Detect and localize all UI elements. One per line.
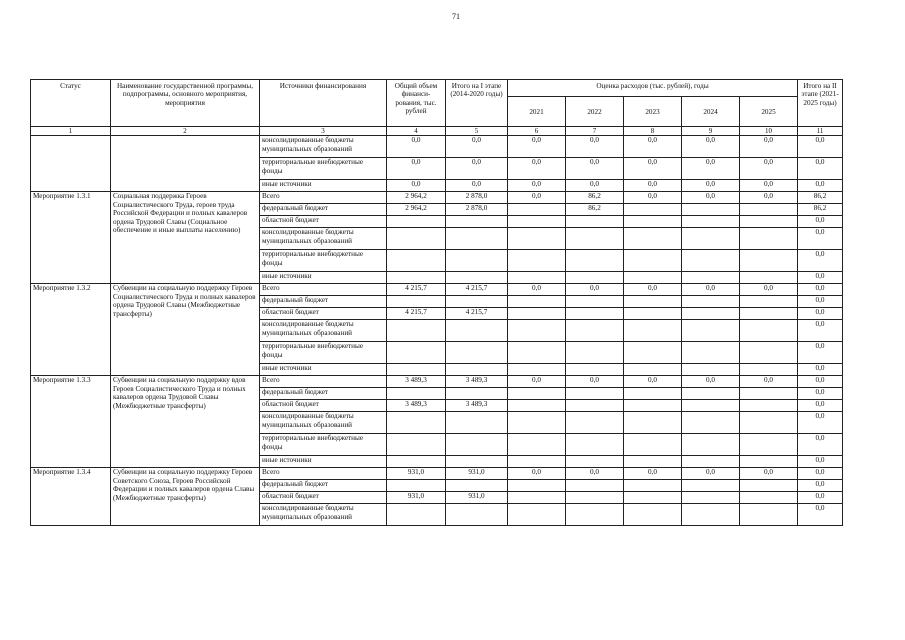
funding-source: иные источники <box>260 272 387 284</box>
value-cell: 0,0 <box>624 468 682 480</box>
value-cell <box>682 434 740 456</box>
header-name: Наименование государственной программы, подпрограммы, основного мероприятия, мероприятия <box>111 80 260 127</box>
value-cell <box>624 216 682 228</box>
value-cell <box>740 364 798 376</box>
value-cell <box>508 492 566 504</box>
funding-source: федеральный бюджет <box>260 204 387 216</box>
value-cell: 0,0 <box>624 192 682 204</box>
value-cell <box>566 388 624 400</box>
value-cell <box>624 204 682 216</box>
name-cell: Субвенции на социальную поддержку вдов Героев Социалистического Труда и полных кавалеров ордена Трудовой Славы (Межбюджетные трансферты) <box>111 376 260 468</box>
column-number: 5 <box>446 127 508 136</box>
funding-source: Всего <box>260 192 387 204</box>
value-cell <box>446 250 508 272</box>
value-cell <box>682 228 740 250</box>
value-cell: 0,0 <box>798 136 843 158</box>
value-cell <box>624 400 682 412</box>
value-cell: 3 489,3 <box>446 376 508 388</box>
value-cell <box>624 434 682 456</box>
value-cell: 0,0 <box>566 468 624 480</box>
value-cell <box>682 412 740 434</box>
value-cell: 3 489,3 <box>387 400 446 412</box>
value-cell <box>624 364 682 376</box>
value-cell: 86,2 <box>566 192 624 204</box>
value-cell: 0,0 <box>740 192 798 204</box>
value-cell: 0,0 <box>798 216 843 228</box>
table-row <box>31 468 843 480</box>
header-estimate: Оценка расходов (тыс. рублей), годы <box>508 80 798 97</box>
value-cell: 0,0 <box>798 284 843 296</box>
value-cell <box>446 320 508 342</box>
value-cell <box>566 456 624 468</box>
value-cell <box>566 342 624 364</box>
funding-source: консолидированные бюджеты муниципальных образований <box>260 136 387 158</box>
value-cell: 2 964,2 <box>387 192 446 204</box>
value-cell <box>682 504 740 526</box>
value-cell: 3 489,3 <box>387 376 446 388</box>
value-cell: 0,0 <box>508 468 566 480</box>
status-cell: Мероприятие 1.3.2 <box>31 284 111 376</box>
value-cell <box>740 456 798 468</box>
value-cell: 0,0 <box>798 272 843 284</box>
value-cell: 0,0 <box>508 284 566 296</box>
value-cell: 0,0 <box>798 250 843 272</box>
value-cell <box>566 434 624 456</box>
value-cell <box>566 296 624 308</box>
funding-source: консолидированные бюджеты муниципальных образований <box>260 320 387 342</box>
column-number: 7 <box>566 127 624 136</box>
header-year: 2024 <box>682 97 740 127</box>
value-cell <box>387 504 446 526</box>
value-cell <box>740 400 798 412</box>
value-cell <box>740 492 798 504</box>
value-cell <box>740 342 798 364</box>
value-cell: 0,0 <box>798 342 843 364</box>
value-cell <box>446 272 508 284</box>
value-cell <box>682 480 740 492</box>
value-cell <box>508 412 566 434</box>
value-cell <box>682 308 740 320</box>
value-cell: 0,0 <box>798 376 843 388</box>
value-cell <box>446 228 508 250</box>
value-cell: 0,0 <box>798 468 843 480</box>
value-cell <box>566 400 624 412</box>
value-cell <box>508 216 566 228</box>
value-cell <box>508 388 566 400</box>
value-cell: 2 878,0 <box>446 192 508 204</box>
value-cell <box>624 272 682 284</box>
value-cell <box>740 216 798 228</box>
value-cell: 0,0 <box>682 284 740 296</box>
value-cell: 0,0 <box>566 158 624 180</box>
value-cell <box>446 456 508 468</box>
header-sources: Источники финансирования <box>260 80 387 127</box>
value-cell <box>446 216 508 228</box>
value-cell: 0,0 <box>798 388 843 400</box>
value-cell: 0,0 <box>798 364 843 376</box>
value-cell: 86,2 <box>566 204 624 216</box>
value-cell: 0,0 <box>624 158 682 180</box>
value-cell: 0,0 <box>508 376 566 388</box>
value-cell <box>446 342 508 364</box>
value-cell: 0,0 <box>508 158 566 180</box>
value-cell: 0,0 <box>446 158 508 180</box>
value-cell <box>508 434 566 456</box>
value-cell <box>624 296 682 308</box>
value-cell <box>740 320 798 342</box>
value-cell <box>682 400 740 412</box>
value-cell: 0,0 <box>682 192 740 204</box>
value-cell <box>446 364 508 376</box>
column-number-row <box>31 127 843 136</box>
value-cell <box>682 216 740 228</box>
value-cell <box>624 388 682 400</box>
value-cell: 0,0 <box>566 376 624 388</box>
value-cell <box>446 480 508 492</box>
value-cell <box>566 480 624 492</box>
value-cell <box>566 504 624 526</box>
value-cell: 0,0 <box>798 504 843 526</box>
value-cell <box>446 388 508 400</box>
value-cell <box>624 492 682 504</box>
value-cell: 0,0 <box>798 434 843 456</box>
value-cell: 931,0 <box>446 492 508 504</box>
funding-source: иные источники <box>260 456 387 468</box>
value-cell: 0,0 <box>566 284 624 296</box>
value-cell <box>508 204 566 216</box>
funding-source: иные источники <box>260 180 387 192</box>
funding-source: федеральный бюджет <box>260 480 387 492</box>
table-body <box>31 136 843 526</box>
value-cell: 0,0 <box>798 412 843 434</box>
value-cell <box>740 272 798 284</box>
value-cell <box>508 400 566 412</box>
value-cell: 0,0 <box>740 136 798 158</box>
value-cell <box>566 320 624 342</box>
value-cell <box>624 480 682 492</box>
column-number: 10 <box>740 127 798 136</box>
funding-source: федеральный бюджет <box>260 388 387 400</box>
value-cell: 4 215,7 <box>387 308 446 320</box>
value-cell <box>508 456 566 468</box>
value-cell: 0,0 <box>508 180 566 192</box>
status-cell: Мероприятие 1.3.1 <box>31 192 111 284</box>
value-cell <box>740 388 798 400</box>
value-cell: 0,0 <box>387 180 446 192</box>
value-cell: 0,0 <box>798 158 843 180</box>
status-cell: Мероприятие 1.3.3 <box>31 376 111 468</box>
value-cell: 0,0 <box>798 456 843 468</box>
value-cell <box>740 204 798 216</box>
value-cell: 0,0 <box>798 480 843 492</box>
value-cell: 4 215,7 <box>446 308 508 320</box>
value-cell: 86,2 <box>798 192 843 204</box>
funding-source: областной бюджет <box>260 308 387 320</box>
funding-table <box>30 79 843 526</box>
value-cell <box>682 342 740 364</box>
value-cell: 0,0 <box>740 158 798 180</box>
column-number: 1 <box>31 127 111 136</box>
funding-source: территориальные внебюджетные фонды <box>260 158 387 180</box>
header-stage1: Итого на I этапе (2014-2020 годы) <box>446 80 508 127</box>
value-cell: 86,2 <box>798 204 843 216</box>
value-cell <box>682 492 740 504</box>
column-number: 3 <box>260 127 387 136</box>
header-year: 2023 <box>624 97 682 127</box>
value-cell: 0,0 <box>798 228 843 250</box>
value-cell: 0,0 <box>624 376 682 388</box>
value-cell: 0,0 <box>798 308 843 320</box>
value-cell: 0,0 <box>682 376 740 388</box>
funding-source: Всего <box>260 284 387 296</box>
value-cell: 0,0 <box>624 180 682 192</box>
value-cell <box>508 342 566 364</box>
value-cell <box>624 412 682 434</box>
value-cell: 0,0 <box>798 400 843 412</box>
value-cell <box>566 412 624 434</box>
value-cell <box>566 364 624 376</box>
value-cell: 0,0 <box>566 180 624 192</box>
value-cell <box>508 272 566 284</box>
column-number: 4 <box>387 127 446 136</box>
funding-source: областной бюджет <box>260 492 387 504</box>
funding-source: консолидированные бюджеты муниципальных образований <box>260 228 387 250</box>
value-cell <box>387 272 446 284</box>
funding-source: консолидированные бюджеты муниципальных образований <box>260 412 387 434</box>
value-cell: 0,0 <box>682 158 740 180</box>
value-cell <box>387 320 446 342</box>
value-cell: 0,0 <box>508 136 566 158</box>
value-cell <box>682 272 740 284</box>
table-row <box>31 192 843 204</box>
value-cell: 0,0 <box>566 136 624 158</box>
value-cell <box>624 228 682 250</box>
value-cell <box>682 250 740 272</box>
value-cell: 0,0 <box>624 136 682 158</box>
value-cell <box>740 412 798 434</box>
funding-source: территориальные внебюджетные фонды <box>260 342 387 364</box>
header-year: 2025 <box>740 97 798 127</box>
table-row <box>31 284 843 296</box>
value-cell <box>387 434 446 456</box>
value-cell <box>682 320 740 342</box>
value-cell <box>508 320 566 342</box>
value-cell: 0,0 <box>624 284 682 296</box>
table-row <box>31 136 843 158</box>
value-cell <box>624 504 682 526</box>
page-number: 71 <box>452 12 460 21</box>
value-cell: 0,0 <box>446 136 508 158</box>
value-cell <box>387 216 446 228</box>
value-cell: 0,0 <box>740 468 798 480</box>
value-cell <box>682 204 740 216</box>
funding-source: иные источники <box>260 364 387 376</box>
funding-source: консолидированные бюджеты муниципальных образований <box>260 504 387 526</box>
value-cell <box>740 504 798 526</box>
value-cell <box>566 250 624 272</box>
value-cell <box>387 480 446 492</box>
name-cell: Социальная поддержка Героев Социалистического Труда, героев труда Российской Федерации и полных кавалеров ордена Трудовой Славы (Социальное обеспечение и иные выплаты населению) <box>111 192 260 284</box>
header-status: Статус <box>31 80 111 127</box>
value-cell <box>566 216 624 228</box>
funding-source: Всего <box>260 376 387 388</box>
value-cell <box>566 492 624 504</box>
funding-source: территориальные внебюджетные фонды <box>260 250 387 272</box>
value-cell <box>740 296 798 308</box>
name-cell: Субвенции на социальную поддержку Героев Социалистического Труда и полных кавалеров ордена Трудовой Славы (Межбюджетные трансферты) <box>111 284 260 376</box>
value-cell: 3 489,3 <box>446 400 508 412</box>
value-cell <box>446 434 508 456</box>
value-cell <box>508 308 566 320</box>
value-cell: 0,0 <box>682 136 740 158</box>
value-cell <box>446 412 508 434</box>
value-cell: 4 215,7 <box>446 284 508 296</box>
value-cell: 0,0 <box>740 376 798 388</box>
status-cell: Мероприятие 1.3.4 <box>31 468 111 526</box>
value-cell <box>387 296 446 308</box>
value-cell <box>740 434 798 456</box>
value-cell: 4 215,7 <box>387 284 446 296</box>
name-cell <box>111 136 260 192</box>
value-cell: 0,0 <box>798 320 843 342</box>
value-cell <box>740 480 798 492</box>
value-cell: 0,0 <box>508 192 566 204</box>
value-cell: 0,0 <box>387 158 446 180</box>
value-cell: 0,0 <box>740 180 798 192</box>
value-cell <box>624 250 682 272</box>
value-cell <box>740 228 798 250</box>
value-cell <box>508 228 566 250</box>
value-cell <box>682 296 740 308</box>
value-cell <box>387 412 446 434</box>
value-cell <box>508 296 566 308</box>
value-cell <box>387 456 446 468</box>
funding-source: Всего <box>260 468 387 480</box>
funding-source: областной бюджет <box>260 400 387 412</box>
funding-source: территориальные внебюджетные фонды <box>260 434 387 456</box>
value-cell <box>624 320 682 342</box>
value-cell: 0,0 <box>798 492 843 504</box>
value-cell <box>740 308 798 320</box>
value-cell: 931,0 <box>387 492 446 504</box>
value-cell <box>508 480 566 492</box>
value-cell: 0,0 <box>387 136 446 158</box>
value-cell <box>624 456 682 468</box>
header-total: Общий объем финанси-рования, тыс. рублей <box>387 80 446 127</box>
value-cell <box>740 250 798 272</box>
value-cell <box>624 342 682 364</box>
header-stage2: Итого на II этапе (2021-2025 годы) <box>798 80 843 127</box>
column-number: 9 <box>682 127 740 136</box>
value-cell: 0,0 <box>798 296 843 308</box>
column-number: 11 <box>798 127 843 136</box>
value-cell: 0,0 <box>682 180 740 192</box>
value-cell <box>387 250 446 272</box>
value-cell <box>508 250 566 272</box>
status-cell <box>31 136 111 192</box>
column-number: 6 <box>508 127 566 136</box>
value-cell <box>566 228 624 250</box>
value-cell: 2 878,0 <box>446 204 508 216</box>
value-cell <box>387 388 446 400</box>
value-cell <box>566 272 624 284</box>
value-cell <box>387 342 446 364</box>
column-number: 2 <box>111 127 260 136</box>
value-cell <box>446 296 508 308</box>
name-cell: Субвенции на социальную поддержку Героев Советского Союза, Героев Российской Федерации и полных кавалеров ордена Славы (Межбюджетные трансферты) <box>111 468 260 526</box>
value-cell <box>508 504 566 526</box>
value-cell: 931,0 <box>446 468 508 480</box>
value-cell: 0,0 <box>446 180 508 192</box>
value-cell <box>387 228 446 250</box>
header-year: 2022 <box>566 97 624 127</box>
value-cell <box>387 364 446 376</box>
value-cell <box>682 388 740 400</box>
value-cell <box>682 364 740 376</box>
value-cell <box>624 308 682 320</box>
header-year: 2021 <box>508 97 566 127</box>
value-cell: 931,0 <box>387 468 446 480</box>
value-cell <box>682 456 740 468</box>
value-cell <box>566 308 624 320</box>
column-number: 8 <box>624 127 682 136</box>
funding-source: федеральный бюджет <box>260 296 387 308</box>
value-cell: 2 964,2 <box>387 204 446 216</box>
funding-source: областной бюджет <box>260 216 387 228</box>
table-row <box>31 376 843 388</box>
value-cell: 0,0 <box>798 180 843 192</box>
value-cell <box>508 364 566 376</box>
value-cell: 0,0 <box>682 468 740 480</box>
value-cell: 0,0 <box>740 284 798 296</box>
value-cell <box>446 504 508 526</box>
